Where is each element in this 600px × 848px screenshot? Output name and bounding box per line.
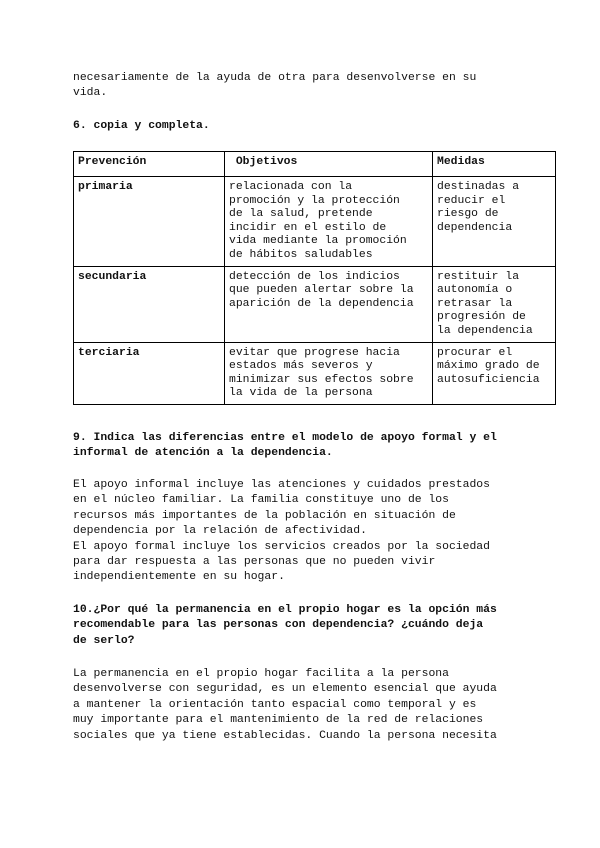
row-level: primaria	[74, 177, 225, 267]
question-10-title: 10.¿Por qué la permanencia en el propio hogar es la opción más recomendable para las personas con dependencia? ¿cuándo deja de serlo?	[73, 604, 497, 647]
question-9-title: 9. Indica las diferencias entre el modelo de apoyo formal y el informal de atención a la dependencia.	[73, 432, 497, 460]
table-row-secundaria	[74, 266, 556, 342]
question-9-answer: El apoyo informal incluye las atenciones y cuidados prestados en el núcleo familiar. La familia constituye uno de los recursos más importantes de la población en situación de dependencia por la relación de afectividad. El apoyo formal incluye los servicios creados por la sociedad para dar respuesta a las personas que no pueden vivir independientemente en su hogar.	[73, 479, 490, 584]
table-row-primaria	[74, 177, 556, 267]
header-objetivos: Objetivos	[225, 152, 433, 177]
intro-line: vida.	[73, 87, 108, 100]
row-medidas: procurar el máximo grado de autosuficiencia	[433, 342, 556, 404]
question-10-answer: La permanencia en el propio hogar facilita a la persona desenvolverse con seguridad, es un elemento esencial que ayuda a mantener la orientación tanto espacial como temporal y es muy importante para el mantenimiento de la red de relaciones sociales que ya tiene establecidas. Cuando la persona necesita	[73, 668, 497, 742]
row-medidas: restituir la autonomía o retrasar la progresión de la dependencia	[433, 266, 556, 342]
row-level: terciaria	[74, 342, 225, 404]
row-level: secundaria	[74, 266, 225, 342]
row-medidas: destinadas a reducir el riesgo de dependencia	[433, 177, 556, 267]
intro-line: necesariamente de la ayuda de otra para desenvolverse en su	[73, 72, 477, 84]
table-header-row	[74, 152, 556, 177]
row-objetivos: evitar que progrese hacia estados más severos y minimizar sus efectos sobre la vida de la persona	[225, 342, 433, 404]
header-prevencion: Prevención	[74, 152, 225, 177]
table-row-terciaria	[74, 342, 556, 404]
intro-paragraph	[73, 71, 543, 102]
header-medidas: Medidas	[433, 152, 556, 177]
prevention-table	[73, 151, 556, 405]
row-objetivos: detección de los indicios que pueden alertar sobre la aparición de la dependencia	[225, 266, 433, 342]
question-6-title: 6. copia y completa.	[73, 120, 210, 132]
row-objetivos: relacionada con la promoción y la protección de la salud, pretende incidir en el estilo de vida mediante la promoción de hábitos saludables	[225, 177, 433, 267]
